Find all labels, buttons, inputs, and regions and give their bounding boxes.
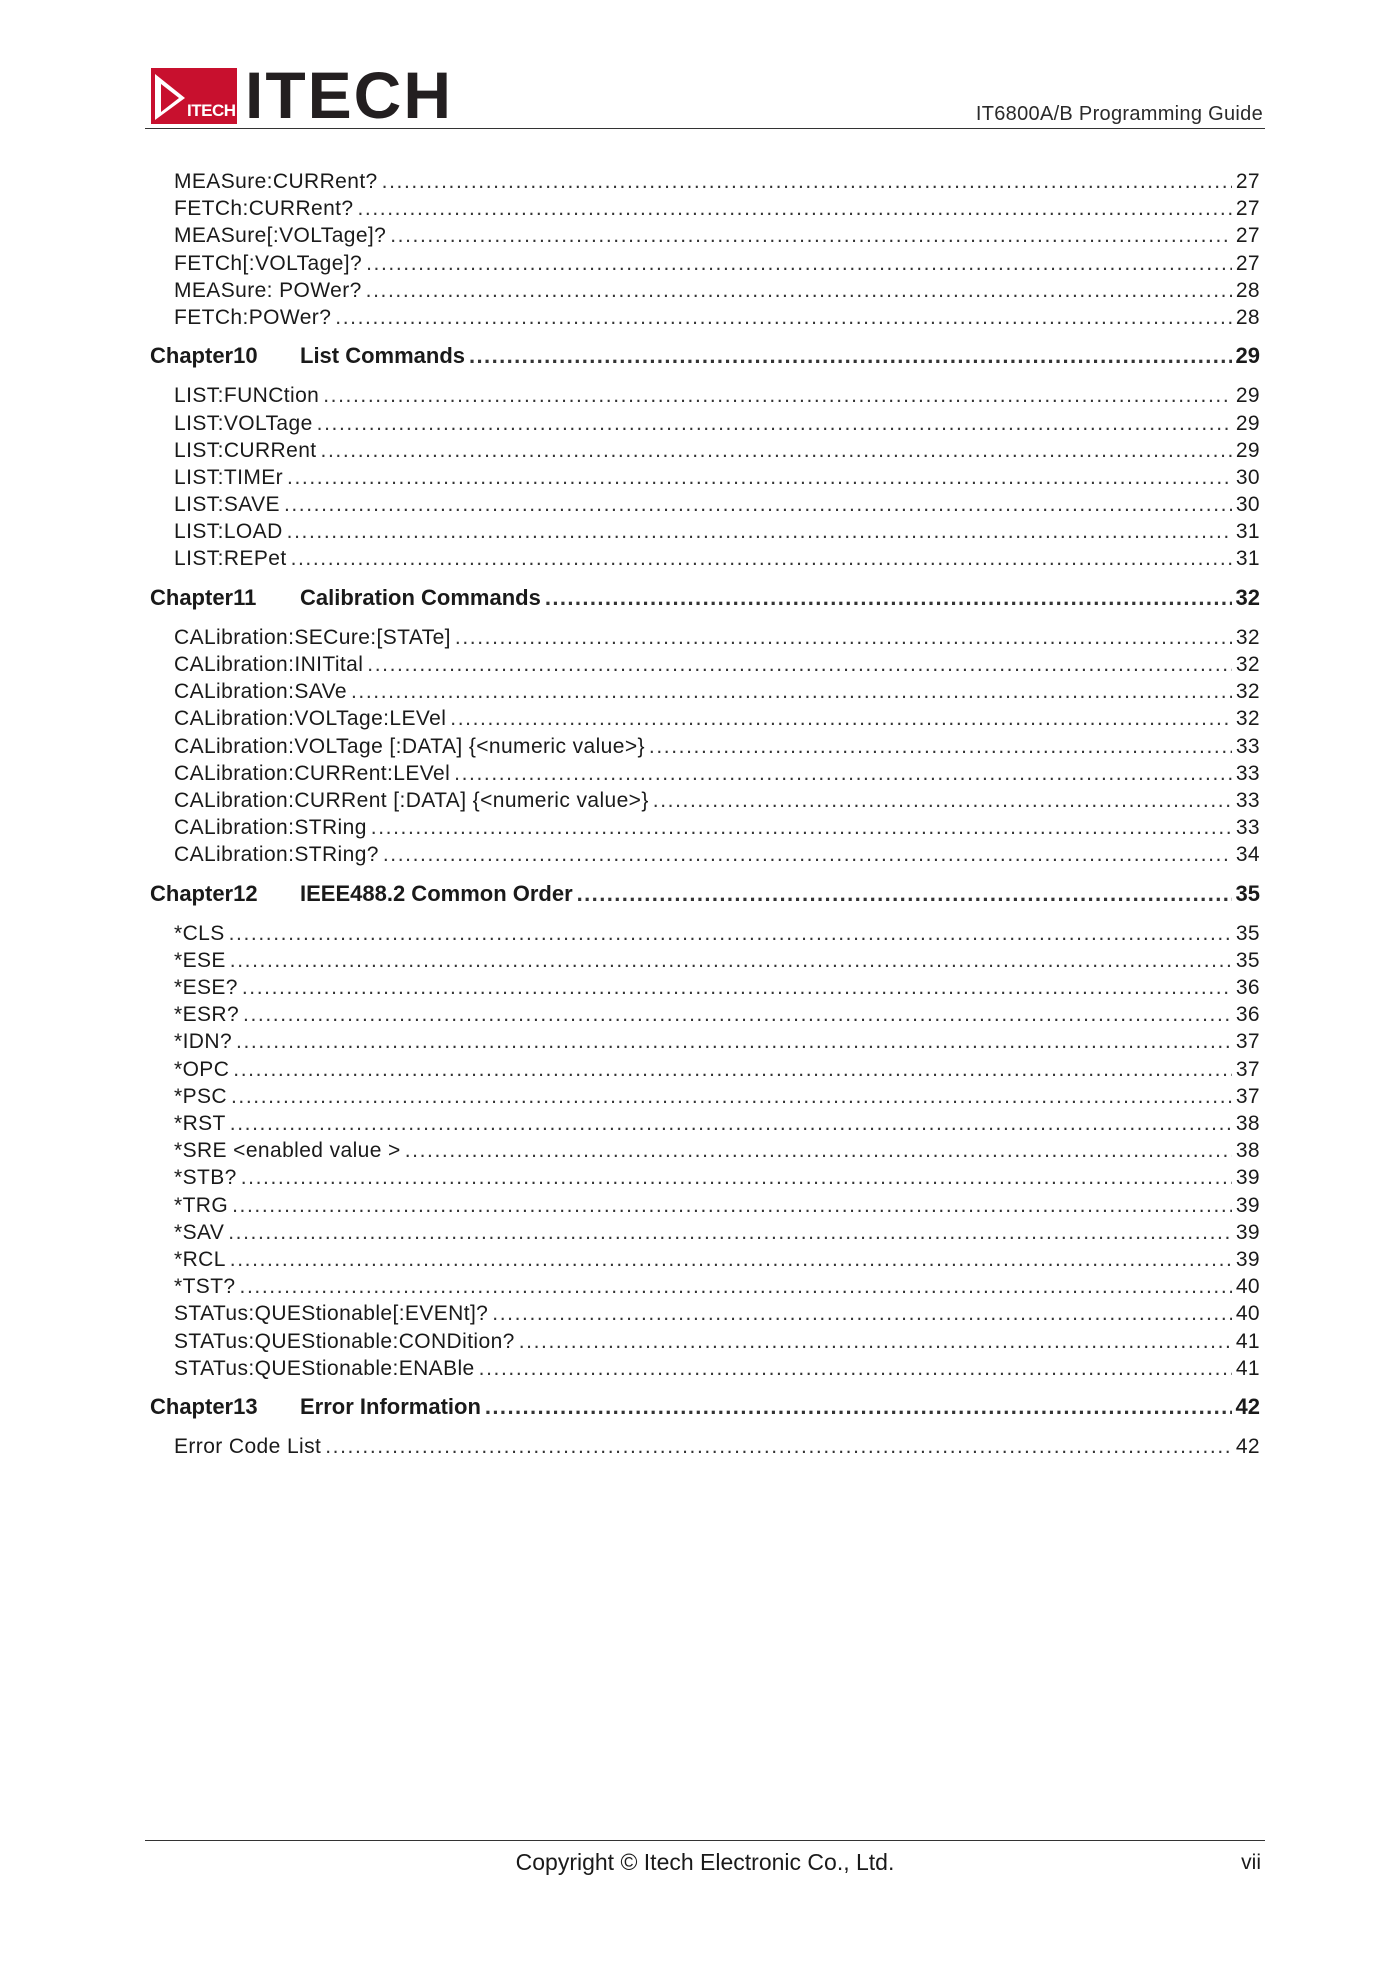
- toc-entry-page: 37: [1235, 1084, 1260, 1108]
- toc-entry-title: CALibration:STRing: [174, 816, 367, 840]
- chapter-page: 29: [1235, 343, 1260, 369]
- toc-entry-title: Error Code List: [174, 1435, 322, 1459]
- toc-entry-page: 32: [1235, 653, 1260, 676]
- toc-entry[interactable]: [150, 1139, 1260, 1166]
- toc-entry-page: 39: [1235, 1193, 1260, 1217]
- toc-entry[interactable]: [150, 949, 1260, 976]
- toc-leader-dots: [230, 1112, 1232, 1136]
- toc-leader-dots: [335, 306, 1232, 330]
- toc-leader-dots: [485, 1394, 1232, 1420]
- toc-entry[interactable]: [150, 1112, 1260, 1139]
- toc-entry-title: STATus:QUEStionable[:EVENt]?: [174, 1302, 489, 1326]
- logo-mark-label: ITECH: [187, 101, 236, 120]
- toc-leader-dots: [243, 1003, 1232, 1027]
- toc-entry-page: 29: [1235, 384, 1260, 408]
- toc-leader-dots: [519, 1330, 1232, 1354]
- chapter-title: List Commands: [300, 343, 466, 369]
- toc-entry-title: LIST:LOAD: [174, 520, 283, 544]
- toc-leader-dots: [545, 585, 1232, 611]
- toc-entry-title: *ESR?: [174, 1003, 240, 1027]
- toc-entry[interactable]: [150, 466, 1260, 493]
- toc-entry-page: 28: [1235, 278, 1260, 302]
- toc-entry[interactable]: [150, 1194, 1260, 1221]
- toc-leader-dots: [383, 843, 1232, 867]
- toc-leader-dots: [455, 626, 1232, 650]
- toc-entry[interactable]: [150, 1030, 1260, 1057]
- toc-entry[interactable]: [150, 1248, 1260, 1275]
- toc-entry[interactable]: [150, 976, 1260, 1003]
- toc-leader-dots: [371, 816, 1232, 840]
- toc-entry-title: STATus:QUEStionable:CONDition?: [174, 1329, 515, 1353]
- toc-leader-dots: [366, 279, 1232, 303]
- toc-entry[interactable]: [150, 520, 1260, 547]
- itech-logo: [151, 58, 453, 132]
- toc-entry-page: 32: [1235, 680, 1260, 704]
- toc-entry-title: *TRG: [174, 1193, 229, 1217]
- toc-entry[interactable]: [150, 547, 1260, 574]
- toc-entry-title: CALibration:VOLTage:LEVel: [174, 707, 447, 731]
- toc-entry-title: FETCh:POWer?: [174, 305, 332, 329]
- toc-entry-page: 35: [1235, 921, 1260, 945]
- toc-entry-title: *RST: [174, 1112, 226, 1135]
- toc-entry[interactable]: [150, 707, 1260, 734]
- toc-entry[interactable]: [150, 843, 1260, 870]
- toc-entry[interactable]: [150, 1085, 1260, 1112]
- toc-entry-page: 38: [1235, 1112, 1260, 1135]
- document-title: IT6800A/B Programming Guide: [975, 103, 1263, 125]
- toc-entry-page: 40: [1235, 1302, 1260, 1326]
- chapter-title: Error Information: [300, 1393, 481, 1419]
- toc-entry-page: 30: [1235, 465, 1260, 489]
- toc-entry-page: 31: [1235, 547, 1260, 571]
- toc-entry[interactable]: [150, 493, 1260, 520]
- toc-entry-page: 34: [1235, 843, 1260, 867]
- toc-entry-title: *STB?: [174, 1166, 237, 1190]
- page-footer: [145, 1840, 1265, 1891]
- toc-leader-dots: [321, 439, 1232, 463]
- toc-entry[interactable]: [150, 224, 1260, 251]
- toc-entry-page: 41: [1235, 1356, 1260, 1380]
- toc-chapter-heading[interactable]: [150, 881, 1260, 908]
- chapter-number: Chapter10: [150, 343, 258, 369]
- toc-entry[interactable]: [150, 1003, 1260, 1030]
- toc-entry[interactable]: [150, 306, 1260, 333]
- toc-chapter-heading[interactable]: [150, 343, 1260, 370]
- toc-leader-dots: [454, 762, 1232, 786]
- toc-entry-page: 39: [1235, 1166, 1260, 1190]
- toc-entry-title: *IDN?: [174, 1030, 233, 1054]
- toc-leader-dots: [317, 412, 1232, 436]
- toc-entry-title: *SRE <enabled value >: [174, 1139, 401, 1163]
- toc-entry-page: 29: [1235, 411, 1260, 435]
- toc-entry[interactable]: [150, 279, 1260, 306]
- chapter-number: Chapter12: [150, 880, 258, 906]
- toc-leader-dots: [236, 1030, 1232, 1054]
- toc-entry[interactable]: [150, 680, 1260, 707]
- toc-entry-title: CALibration:CURRent:LEVel: [174, 761, 451, 785]
- table-of-contents: [150, 170, 1260, 1462]
- toc-entry[interactable]: [150, 922, 1260, 949]
- toc-leader-dots: [291, 547, 1232, 571]
- toc-entry-page: 37: [1235, 1030, 1260, 1054]
- logo-wordmark: ITECH: [245, 58, 453, 132]
- toc-entry-title: MEASure: POWer?: [174, 278, 362, 302]
- toc-entry[interactable]: [150, 197, 1260, 224]
- toc-entry-page: 37: [1235, 1057, 1260, 1081]
- toc-entry-title: MEASure:CURRent?: [174, 170, 378, 193]
- toc-entry[interactable]: [150, 1275, 1260, 1302]
- toc-leader-dots: [351, 680, 1232, 704]
- toc-leader-dots: [284, 493, 1232, 517]
- toc-entry-page: 33: [1235, 761, 1260, 785]
- toc-entry-title: *PSC: [174, 1084, 227, 1108]
- toc-entry[interactable]: [150, 626, 1260, 653]
- toc-entry-page: 36: [1235, 976, 1260, 1000]
- toc-entry[interactable]: [150, 789, 1260, 816]
- toc-leader-dots: [242, 976, 1232, 1000]
- toc-leader-dots: [653, 789, 1232, 813]
- toc-entry-title: *ESE?: [174, 976, 238, 1000]
- toc-entry-page: 41: [1235, 1329, 1260, 1353]
- toc-entry[interactable]: [150, 439, 1260, 466]
- toc-leader-dots: [232, 1194, 1232, 1218]
- toc-entry-title: LIST:VOLTage: [174, 411, 313, 435]
- toc-entry[interactable]: [150, 252, 1260, 279]
- toc-entry-title: CALibration:CURRent [:DATA] {<numeric value>}: [174, 788, 649, 812]
- toc-leader-dots: [323, 384, 1232, 408]
- toc-entry[interactable]: [150, 1330, 1260, 1357]
- toc-leader-dots: [469, 343, 1231, 369]
- toc-leader-dots: [228, 1221, 1232, 1245]
- toc-leader-dots: [405, 1139, 1232, 1163]
- toc-leader-dots: [479, 1357, 1232, 1381]
- toc-leader-dots: [230, 1248, 1232, 1272]
- toc-entry-title: *SAV: [174, 1220, 225, 1244]
- toc-entry-page: 33: [1235, 734, 1260, 758]
- toc-entry-page: 42: [1235, 1435, 1260, 1459]
- toc-entry-page: 32: [1235, 707, 1260, 731]
- toc-entry-title: CALibration:INITital: [174, 653, 364, 676]
- toc-leader-dots: [577, 881, 1232, 907]
- toc-entry-page: 35: [1235, 948, 1260, 972]
- toc-entry-title: CALibration:SECure:[STATe]: [174, 625, 451, 649]
- chapter-page: 32: [1235, 584, 1260, 610]
- page-header: [145, 58, 1265, 132]
- toc-leader-dots: [649, 735, 1232, 759]
- toc-leader-dots: [287, 466, 1232, 490]
- toc-chapter-heading[interactable]: [150, 585, 1260, 612]
- toc-leader-dots: [240, 1275, 1232, 1299]
- toc-leader-dots: [492, 1302, 1232, 1326]
- toc-entry-page: 36: [1235, 1003, 1260, 1027]
- toc-entry[interactable]: [150, 1058, 1260, 1085]
- toc-entry-page: 28: [1235, 305, 1260, 329]
- chapter-number: Chapter11: [150, 584, 257, 610]
- chapter-page: 42: [1235, 1393, 1260, 1419]
- toc-entry-page: 39: [1235, 1220, 1260, 1244]
- toc-leader-dots: [231, 1085, 1232, 1109]
- toc-entry-page: 27: [1235, 197, 1260, 221]
- toc-entry-page: 32: [1235, 625, 1260, 649]
- toc-entry-title: MEASure[:VOLTage]?: [174, 224, 387, 248]
- toc-leader-dots: [367, 653, 1232, 677]
- toc-entry-title: *ESE: [174, 948, 226, 972]
- toc-leader-dots: [230, 949, 1232, 973]
- toc-entry-page: 40: [1235, 1275, 1260, 1299]
- copyright-notice: Copyright © Itech Electronic Co., Ltd.: [515, 1849, 895, 1875]
- toc-entry-page: 39: [1235, 1247, 1260, 1271]
- toc-leader-dots: [287, 520, 1232, 544]
- toc-leader-dots: [325, 1435, 1232, 1459]
- toc-leader-dots: [357, 197, 1231, 221]
- toc-entry-page: 27: [1235, 251, 1260, 275]
- toc-entry[interactable]: [150, 384, 1260, 411]
- toc-entry[interactable]: [150, 412, 1260, 439]
- toc-entry-page: 30: [1235, 493, 1260, 517]
- toc-entry-title: LIST:REPet: [174, 547, 287, 571]
- toc-entry-page: 33: [1235, 788, 1260, 812]
- toc-entry-title: CALibration:VOLTage [:DATA] {<numeric value>}: [174, 734, 645, 758]
- chapter-title: IEEE488.2 Common Order: [300, 880, 573, 906]
- toc-entry[interactable]: [150, 816, 1260, 843]
- toc-entry-title: *RCL: [174, 1247, 226, 1271]
- toc-leader-dots: [233, 1058, 1232, 1082]
- toc-entry[interactable]: [150, 762, 1260, 789]
- logo-mark-icon: [151, 68, 237, 124]
- toc-leader-dots: [390, 224, 1232, 248]
- toc-entry-title: STATus:QUEStionable:ENABle: [174, 1356, 475, 1380]
- toc-entry-title: FETCh:CURRent?: [174, 197, 354, 221]
- chapter-page: 35: [1235, 880, 1260, 906]
- toc-entry-title: FETCh[:VOLTage]?: [174, 251, 363, 275]
- toc-entry[interactable]: [150, 170, 1260, 197]
- toc-entry[interactable]: [150, 1302, 1260, 1329]
- toc-entry-title: CALibration:STRing?: [174, 843, 379, 867]
- toc-leader-dots: [450, 707, 1232, 731]
- toc-leader-dots: [382, 170, 1232, 194]
- toc-chapter-heading[interactable]: [150, 1394, 1260, 1421]
- toc-entry-title: LIST:SAVE: [174, 493, 280, 517]
- toc-entry-page: 27: [1235, 224, 1260, 248]
- toc-entry[interactable]: [150, 1166, 1260, 1193]
- toc-entry[interactable]: [150, 1435, 1260, 1462]
- toc-entry[interactable]: [150, 653, 1260, 680]
- toc-leader-dots: [366, 252, 1232, 276]
- toc-entry-title: CALibration:SAVe: [174, 680, 347, 704]
- toc-entry[interactable]: [150, 1357, 1260, 1384]
- toc-entry-title: *CLS: [174, 921, 225, 945]
- toc-entry-title: *OPC: [174, 1057, 230, 1081]
- toc-leader-dots: [241, 1166, 1232, 1190]
- toc-entry-title: LIST:FUNCtion: [174, 384, 320, 408]
- toc-entry-page: 33: [1235, 816, 1260, 840]
- chapter-number: Chapter13: [150, 1393, 258, 1419]
- toc-entry-page: 38: [1235, 1139, 1260, 1163]
- toc-entry[interactable]: [150, 735, 1260, 762]
- chapter-title: Calibration Commands: [300, 584, 541, 610]
- toc-entry-title: LIST:TIMEr: [174, 465, 284, 489]
- toc-entry-title: *TST?: [174, 1275, 236, 1299]
- toc-entry-title: LIST:CURRent: [174, 438, 317, 462]
- page-number: vii: [1241, 1851, 1261, 1874]
- toc-leader-dots: [229, 922, 1232, 946]
- toc-entry-page: 29: [1235, 438, 1260, 462]
- toc-entry-page: 27: [1235, 170, 1260, 193]
- toc-entry-page: 31: [1235, 520, 1260, 544]
- toc-entry[interactable]: [150, 1221, 1260, 1248]
